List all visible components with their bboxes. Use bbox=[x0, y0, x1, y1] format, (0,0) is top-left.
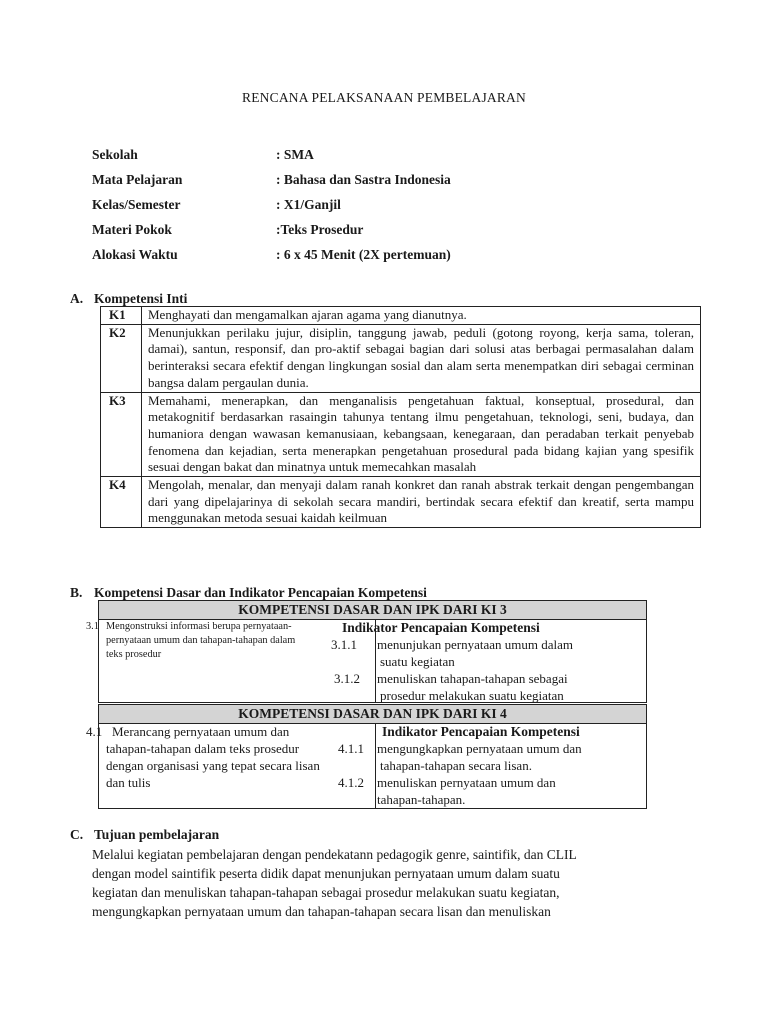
kd-number: 3.1 bbox=[86, 621, 99, 632]
ki-description: Menunjukkan perilaku jujur, disiplin, tanggung jawab, peduli (gotong royong, kerja sama, toleran, damai), santun, responsif, dan pro-aktif sebagai bagian dari solusi atas berbagai permasalahan dalam berinteraksi secara efektif dengan lingkungan sosial dan alam serta menempatkan diri sebagai cerminan bangsa dalam pergaulan dunia. bbox=[142, 324, 701, 392]
paragraph-line: mengungkapkan pernyataan umum dan tahapan-tahapan secara lisan dan menuliskan bbox=[92, 904, 551, 919]
indicator-line: menuliskan pernyataan umum dan bbox=[377, 775, 556, 790]
kd-table-header: KOMPETENSI DASAR DAN IPK DARI KI 4 bbox=[98, 704, 647, 724]
paragraph-line: dengan model saintifik peserta didik dapat menunjukan pernyataan umum dalam suatu bbox=[92, 866, 560, 881]
ki-code: K4 bbox=[101, 477, 142, 528]
section-a-heading bbox=[70, 290, 187, 307]
table-row bbox=[101, 324, 701, 392]
section-b-heading bbox=[70, 584, 427, 601]
ki-description: Memahami, menerapkan, dan menganalisis pengetahuan faktual, konseptual, prosedural, dan metakognitif berdasarkan rasaingin tahunya tentang ilmu pengetahuan, teknologi, seni, budaya, dan humaniora dengan wawasan kemanusiaan, kebangsaan, kenegaraan, dan peradaban terkait penyebab fenomena dan kejadian, serta menerapkan pengetahuan prosedural pada bidang kajian yang spesifik sesuai dengan bakat dan minatnya untuk memecahkan masalah bbox=[142, 392, 701, 477]
document-title: RENCANA PELAKSANAAN PEMBELAJARAN bbox=[242, 90, 526, 105]
kd-table-header: KOMPETENSI DASAR DAN IPK DARI KI 3 bbox=[98, 600, 647, 620]
indicator-number: 3.1.1 bbox=[331, 637, 357, 652]
kd-line: pernyataan umum dan tahapan-tahapan dalam bbox=[106, 635, 296, 646]
ki-description: Menghayati dan mengamalkan ajaran agama yang dianutnya. bbox=[142, 307, 701, 325]
indicator-line: menuliskan tahapan-tahapan sebagai bbox=[377, 671, 568, 686]
table-row bbox=[101, 477, 701, 528]
section-letter: B. bbox=[70, 585, 83, 600]
identity-value: : 6 x 45 Menit (2X pertemuan) bbox=[276, 247, 451, 262]
identity-label: Mata Pelajaran bbox=[92, 172, 183, 187]
indicator-number: 4.1.1 bbox=[338, 741, 364, 756]
ki-code: K2 bbox=[101, 324, 142, 392]
section-letter: C. bbox=[70, 827, 84, 842]
ipk-header: Indikator Pencapaian Kompetensi bbox=[342, 620, 540, 635]
section-c-heading bbox=[70, 826, 219, 843]
ki-code: K3 bbox=[101, 392, 142, 477]
kd-line: teks prosedur bbox=[106, 649, 162, 660]
section-title: Tujuan pembelajaran bbox=[94, 827, 220, 842]
ki-description: Mengolah, menalar, dan menyaji dalam ranah konkret dan ranah abstrak terkait dengan pengembangan dari yang dipelajarinya di sekolah secara mandiri, bertindak secara efektif dan kreatif, serta mampu menggunakan metoda sesuai kaidah keilmuan bbox=[142, 477, 701, 528]
indicator-number: 3.1.2 bbox=[334, 671, 360, 686]
identity-label: Kelas/Semester bbox=[92, 197, 181, 212]
kd-line: dan tulis bbox=[106, 775, 151, 790]
identity-label: Alokasi Waktu bbox=[92, 247, 178, 262]
identity-label: Sekolah bbox=[92, 147, 138, 162]
kompetensi-inti-table bbox=[100, 306, 701, 528]
kd-line: tahapan-tahapan dalam teks prosedur bbox=[106, 741, 300, 756]
section-title: Kompetensi Dasar dan Indikator Pencapaian Kompetensi bbox=[94, 585, 427, 600]
section-title: Kompetensi Inti bbox=[94, 291, 188, 306]
indicator-line: prosedur melakukan suatu kegiatan bbox=[380, 688, 564, 703]
indicator-line: suatu kegiatan bbox=[380, 654, 455, 669]
indicator-line: tahapan-tahapan secara lisan. bbox=[380, 758, 532, 773]
column-divider bbox=[375, 724, 376, 808]
section-letter: A. bbox=[70, 291, 84, 306]
paragraph-line: Melalui kegiatan pembelajaran dengan pendekatann pedagogik genre, saintifik, dan CLIL bbox=[92, 847, 577, 862]
kd-line: Mengonstruksi informasi berupa pernyataan- bbox=[106, 621, 292, 632]
indicator-line: tahapan-tahapan. bbox=[377, 792, 466, 807]
identity-label: Materi Pokok bbox=[92, 222, 172, 237]
kd-line: Merancang pernyataan umum dan bbox=[112, 724, 290, 739]
indicator-line: menunjukan pernyataan umum dalam bbox=[377, 637, 574, 652]
tujuan-paragraph bbox=[92, 845, 662, 921]
paragraph-line: kegiatan dan menuliskan tahapan-tahapan sebagai prosedur melakukan suatu kegiatan, bbox=[92, 885, 560, 900]
kd-line: dengan organisasi yang tepat secara lisan bbox=[106, 758, 320, 773]
indicator-number: 4.1.2 bbox=[338, 775, 364, 790]
ki-code: K1 bbox=[101, 307, 142, 325]
table-row bbox=[101, 307, 701, 325]
identity-value: :Teks Prosedur bbox=[276, 222, 364, 237]
identity-value: : SMA bbox=[276, 147, 314, 162]
ipk-header: Indikator Pencapaian Kompetensi bbox=[382, 724, 580, 739]
kd-number: 4.1 bbox=[86, 724, 103, 739]
identity-value: : Bahasa dan Sastra Indonesia bbox=[276, 172, 451, 187]
identity-value: : X1/Ganjil bbox=[276, 197, 341, 212]
indicator-line: mengungkapkan pernyataan umum dan bbox=[377, 741, 582, 756]
table-row bbox=[101, 392, 701, 477]
